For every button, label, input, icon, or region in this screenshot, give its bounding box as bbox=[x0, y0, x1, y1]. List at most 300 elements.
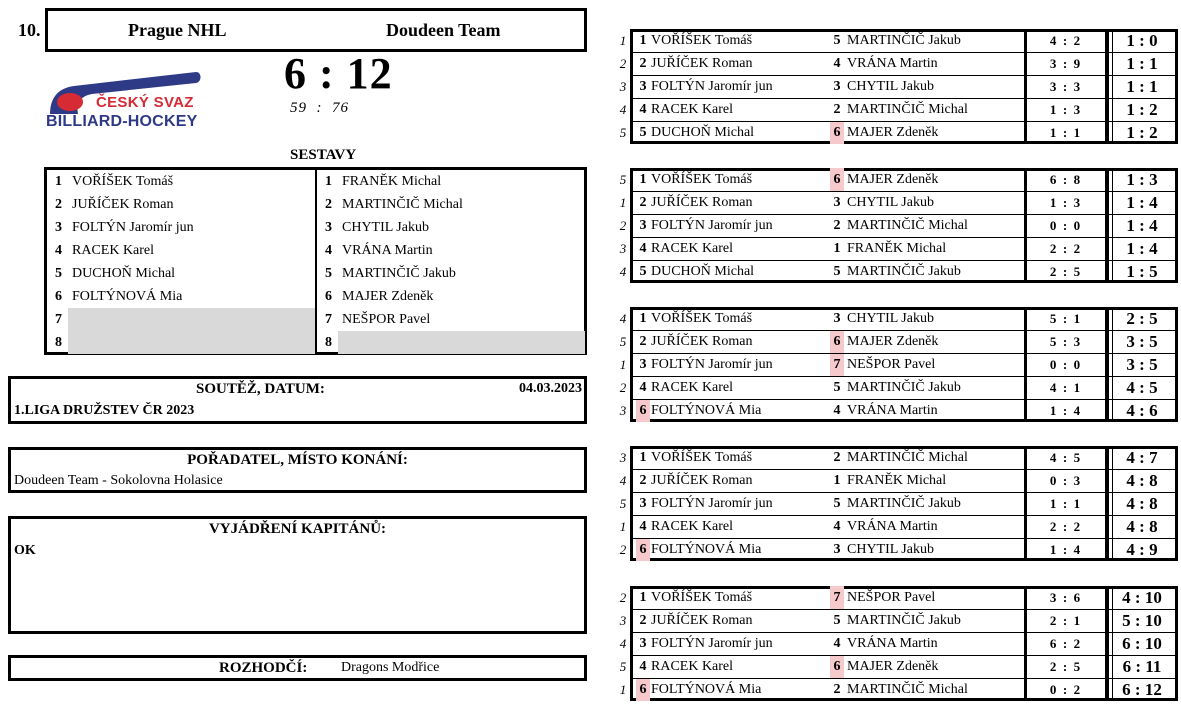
logo-line2: BILLIARD-HOCKEY bbox=[46, 113, 198, 130]
row-divider bbox=[1109, 376, 1175, 377]
competition-title: SOUTĚŽ, DATUM: bbox=[196, 381, 325, 397]
game-score: 3 : 6 bbox=[1049, 590, 1081, 605]
game-score: 3 : 3 bbox=[1049, 79, 1081, 94]
home-player-name: VOŘÍŠEK Tomáš bbox=[651, 311, 753, 326]
game-row bbox=[618, 29, 1178, 52]
cumulative-score: 6 : 11 bbox=[1122, 657, 1162, 676]
away-player-name: MARTINČIČ Michal bbox=[847, 102, 968, 117]
game-row bbox=[618, 515, 1178, 538]
home-player-number: 3 bbox=[639, 218, 647, 233]
player-number: 4 bbox=[55, 243, 62, 258]
game-row bbox=[618, 609, 1178, 632]
game-row bbox=[618, 446, 1178, 469]
row-divider bbox=[630, 492, 1109, 493]
lineup-table bbox=[44, 167, 587, 355]
cumulative-score: 4 : 6 bbox=[1126, 401, 1158, 420]
player-name: VRÁNA Martin bbox=[342, 243, 433, 258]
game-row bbox=[618, 632, 1178, 655]
shootout-order: 4 bbox=[619, 636, 627, 651]
game-row bbox=[618, 191, 1178, 214]
home-player-number: 3 bbox=[639, 496, 647, 511]
player-name: MAJER Zdeněk bbox=[342, 289, 434, 304]
home-player-number: 6 bbox=[636, 538, 650, 561]
away-player-name: CHYTIL Jakub bbox=[847, 195, 934, 210]
match-date: 04.03.2023 bbox=[519, 381, 582, 396]
cumulative-score: 4 : 10 bbox=[1122, 588, 1162, 607]
home-player-number: 4 bbox=[639, 380, 647, 395]
cumulative-score: 1 : 4 bbox=[1126, 216, 1158, 235]
player-name: VOŘÍŠEK Tomáš bbox=[72, 174, 174, 189]
cumulative-score: 4 : 8 bbox=[1126, 471, 1158, 490]
home-player-name: VOŘÍŠEK Tomáš bbox=[651, 33, 753, 48]
game-row bbox=[618, 399, 1178, 422]
away-player-number: 3 bbox=[833, 195, 841, 210]
cumulative-score: 1 : 5 bbox=[1126, 262, 1158, 281]
away-player-name: MAJER Zdeněk bbox=[847, 172, 939, 187]
cumulative-score: 3 : 5 bbox=[1126, 332, 1158, 351]
away-player-name: MARTINČIČ Jakub bbox=[847, 496, 961, 511]
cumulative-score: 4 : 8 bbox=[1126, 517, 1158, 536]
away-player-number: 2 bbox=[833, 218, 841, 233]
game-row bbox=[618, 330, 1178, 353]
home-player-number: 2 bbox=[639, 473, 647, 488]
game-row bbox=[618, 98, 1178, 121]
home-player-number: 6 bbox=[636, 399, 650, 422]
row-divider bbox=[630, 260, 1109, 261]
cumulative-score: 4 : 5 bbox=[1126, 378, 1158, 397]
player-number: 5 bbox=[55, 266, 62, 281]
home-player-number: 1 bbox=[639, 590, 647, 605]
shootout-order: 3 bbox=[619, 241, 627, 256]
logo-line1: ČESKÝ SVAZ bbox=[96, 94, 194, 111]
row-divider bbox=[1109, 214, 1175, 215]
referee-value: Dragons Modřice bbox=[341, 660, 440, 675]
row-divider bbox=[1109, 399, 1175, 400]
player-name: FRANĚK Michal bbox=[342, 174, 442, 189]
away-player-number: 2 bbox=[833, 450, 841, 465]
away-player-number: 4 bbox=[833, 56, 841, 71]
game-score: 1 : 4 bbox=[1049, 403, 1081, 418]
away-player-number: 4 bbox=[833, 519, 841, 534]
game-score: 3 : 9 bbox=[1049, 56, 1081, 71]
player-name: NEŠPOR Pavel bbox=[342, 312, 431, 327]
cumulative-score: 1 : 3 bbox=[1126, 170, 1158, 189]
game-row bbox=[618, 168, 1178, 191]
shootout-order: 1 bbox=[619, 357, 627, 372]
home-team-name: Prague NHL bbox=[128, 20, 227, 40]
away-lineup-row bbox=[317, 331, 585, 354]
game-block bbox=[618, 307, 1178, 422]
organizer-value: Doudeen Team - Sokolovna Holasice bbox=[14, 473, 223, 488]
row-divider bbox=[630, 353, 1109, 354]
game-score: 5 : 1 bbox=[1049, 311, 1081, 326]
home-player-number: 5 bbox=[639, 264, 647, 279]
home-player-name: RACEK Karel bbox=[651, 519, 734, 534]
away-player-number: 1 bbox=[833, 473, 841, 488]
home-player-name: RACEK Karel bbox=[651, 241, 734, 256]
home-lineup-row bbox=[47, 331, 315, 354]
row-divider bbox=[630, 609, 1109, 610]
game-score: 2 : 1 bbox=[1049, 613, 1081, 628]
shootout-order: 4 bbox=[619, 473, 627, 488]
cumulative-score: 3 : 5 bbox=[1126, 355, 1158, 374]
away-player-number: 3 bbox=[833, 542, 841, 557]
player-name: DUCHOŇ Michal bbox=[72, 266, 176, 281]
game-score: 6 : 2 bbox=[1049, 636, 1081, 651]
home-lineup-row bbox=[47, 170, 315, 193]
away-player-number: 5 bbox=[833, 264, 841, 279]
row-divider bbox=[1109, 609, 1175, 610]
row-divider bbox=[630, 515, 1109, 516]
game-score: 4 : 2 bbox=[1049, 33, 1081, 48]
game-block bbox=[618, 168, 1178, 283]
away-player-name: CHYTIL Jakub bbox=[847, 311, 934, 326]
home-player-name: JUŘÍČEK Roman bbox=[651, 56, 753, 71]
home-player-name: FOLTÝN Jaromír jun bbox=[651, 496, 773, 511]
player-number: 5 bbox=[325, 266, 332, 281]
row-divider bbox=[1109, 492, 1175, 493]
shootout-order: 5 bbox=[619, 496, 627, 511]
cumulative-score: 6 : 10 bbox=[1122, 634, 1162, 653]
home-player-number: 1 bbox=[639, 311, 647, 326]
match-header bbox=[45, 8, 587, 52]
home-player-number: 4 bbox=[639, 241, 647, 256]
player-number: 6 bbox=[55, 289, 62, 304]
cumulative-score: 4 : 8 bbox=[1126, 494, 1158, 513]
shootout-order: 2 bbox=[619, 590, 627, 605]
home-player-number: 3 bbox=[639, 636, 647, 651]
game-row bbox=[618, 678, 1178, 701]
home-player-number: 3 bbox=[639, 357, 647, 372]
home-player-number: 2 bbox=[639, 195, 647, 210]
shootout-order: 2 bbox=[619, 542, 627, 557]
shootout-order: 3 bbox=[619, 403, 627, 418]
empty-slot bbox=[68, 308, 315, 331]
shootout-order: 4 bbox=[619, 264, 627, 279]
shootout-order: 1 bbox=[619, 682, 627, 697]
row-divider bbox=[1109, 121, 1175, 122]
round-number: 10. bbox=[18, 20, 41, 40]
row-divider bbox=[630, 632, 1109, 633]
away-player-name: FRANĚK Michal bbox=[847, 241, 947, 256]
home-player-number: 1 bbox=[639, 172, 647, 187]
away-player-number: 5 bbox=[833, 380, 841, 395]
player-number: 7 bbox=[325, 312, 332, 327]
home-lineup bbox=[47, 170, 317, 352]
player-number: 2 bbox=[55, 197, 62, 212]
home-player-name: VOŘÍŠEK Tomáš bbox=[651, 590, 753, 605]
row-divider bbox=[630, 655, 1109, 656]
player-number: 1 bbox=[325, 174, 332, 189]
game-row bbox=[618, 492, 1178, 515]
away-player-name: VRÁNA Martin bbox=[847, 519, 938, 534]
empty-slot bbox=[68, 331, 315, 354]
away-player-number: 6 bbox=[830, 655, 844, 678]
home-player-number: 2 bbox=[639, 334, 647, 349]
shootout-order: 1 bbox=[619, 519, 627, 534]
home-player-name: FOLTÝNOVÁ Mia bbox=[651, 403, 762, 418]
row-divider bbox=[630, 75, 1109, 76]
row-divider bbox=[630, 538, 1109, 539]
shootout-order: 2 bbox=[619, 56, 627, 71]
row-divider bbox=[1109, 655, 1175, 656]
game-score: 0 : 3 bbox=[1049, 473, 1081, 488]
row-divider bbox=[630, 191, 1109, 192]
cumulative-score: 5 : 10 bbox=[1122, 611, 1162, 630]
game-row bbox=[618, 121, 1178, 144]
home-player-name: DUCHOŇ Michal bbox=[651, 264, 755, 279]
shootout-order: 3 bbox=[619, 613, 627, 628]
home-player-name: JUŘÍČEK Roman bbox=[651, 473, 753, 488]
home-player-number: 2 bbox=[639, 56, 647, 71]
shootout-order: 3 bbox=[619, 450, 627, 465]
organizer-title: POŘADATEL, MÍSTO KONÁNÍ: bbox=[187, 452, 408, 468]
home-player-number: 2 bbox=[639, 613, 647, 628]
away-lineup-row bbox=[317, 285, 585, 308]
away-player-number: 4 bbox=[833, 403, 841, 418]
row-divider bbox=[630, 52, 1109, 53]
home-player-number: 1 bbox=[639, 33, 647, 48]
home-lineup-row bbox=[47, 308, 315, 331]
home-lineup-row bbox=[47, 216, 315, 239]
cumulative-score: 1 : 1 bbox=[1126, 77, 1158, 96]
competition-section bbox=[8, 376, 587, 424]
away-player-name: MARTINČIČ Jakub bbox=[847, 264, 961, 279]
cumulative-score: 1 : 4 bbox=[1126, 193, 1158, 212]
home-player-name: FOLTÝN Jaromír jun bbox=[651, 218, 773, 233]
away-lineup-row bbox=[317, 239, 585, 262]
away-player-number: 7 bbox=[830, 353, 844, 376]
player-number: 6 bbox=[325, 289, 332, 304]
away-player-name: MAJER Zdeněk bbox=[847, 334, 939, 349]
away-team-name: Doudeen Team bbox=[386, 20, 501, 40]
game-score: 1 : 1 bbox=[1049, 125, 1081, 140]
away-lineup-row bbox=[317, 308, 585, 331]
row-divider bbox=[1109, 632, 1175, 633]
away-player-name: MARTINČIČ Jakub bbox=[847, 380, 961, 395]
game-score: 0 : 0 bbox=[1049, 357, 1081, 372]
row-divider bbox=[630, 330, 1109, 331]
home-player-number: 4 bbox=[639, 659, 647, 674]
game-row bbox=[618, 353, 1178, 376]
game-row bbox=[618, 307, 1178, 330]
row-divider bbox=[630, 469, 1109, 470]
game-row bbox=[618, 655, 1178, 678]
player-name: MARTINČIČ Michal bbox=[342, 197, 463, 212]
away-player-name: MARTINČIČ Jakub bbox=[847, 613, 961, 628]
lineup-title: SESTAVY bbox=[290, 147, 357, 163]
game-score: 4 : 5 bbox=[1049, 450, 1081, 465]
row-divider bbox=[630, 399, 1109, 400]
shootout-order: 4 bbox=[619, 311, 627, 326]
row-divider bbox=[630, 121, 1109, 122]
row-divider bbox=[630, 678, 1109, 679]
row-divider bbox=[1109, 353, 1175, 354]
cumulative-score: 2 : 5 bbox=[1126, 309, 1158, 328]
game-score: 0 : 2 bbox=[1049, 682, 1081, 697]
player-number: 4 bbox=[325, 243, 332, 258]
player-number: 3 bbox=[325, 220, 332, 235]
game-row bbox=[618, 52, 1178, 75]
game-score: 2 : 5 bbox=[1049, 264, 1081, 279]
home-player-name: RACEK Karel bbox=[651, 380, 734, 395]
captains-title: VYJÁDŘENÍ KAPITÁNŮ: bbox=[208, 521, 387, 537]
row-divider bbox=[630, 214, 1109, 215]
away-player-number: 6 bbox=[830, 121, 844, 144]
captains-section bbox=[8, 516, 587, 634]
row-divider bbox=[1109, 260, 1175, 261]
shootout-order: 5 bbox=[619, 125, 627, 140]
row-divider bbox=[1109, 191, 1175, 192]
away-player-name: FRANĚK Michal bbox=[847, 473, 947, 488]
away-player-name: VRÁNA Martin bbox=[847, 636, 938, 651]
away-player-number: 5 bbox=[833, 33, 841, 48]
home-player-number: 1 bbox=[639, 450, 647, 465]
away-player-number: 3 bbox=[833, 311, 841, 326]
association-logo bbox=[44, 68, 204, 134]
game-score: 5 : 3 bbox=[1049, 334, 1081, 349]
match-score: 6 : 12 bbox=[284, 49, 393, 98]
game-score: 1 : 1 bbox=[1049, 496, 1081, 511]
player-number: 8 bbox=[55, 335, 62, 350]
away-player-name: MAJER Zdeněk bbox=[847, 125, 939, 140]
game-block bbox=[618, 446, 1178, 561]
player-name: FOLTÝNOVÁ Mia bbox=[72, 289, 183, 304]
row-divider bbox=[1109, 237, 1175, 238]
away-player-number: 6 bbox=[830, 330, 844, 353]
home-player-name: VOŘÍŠEK Tomáš bbox=[651, 172, 753, 187]
away-lineup-row bbox=[317, 216, 585, 239]
game-score: 0 : 0 bbox=[1049, 218, 1081, 233]
shootout-order: 1 bbox=[619, 195, 627, 210]
cumulative-score: 1 : 1 bbox=[1126, 54, 1158, 73]
cumulative-score: 1 : 4 bbox=[1126, 239, 1158, 258]
shootout-order: 5 bbox=[619, 334, 627, 349]
goal-total: 59 : 76 bbox=[290, 100, 349, 116]
home-lineup-row bbox=[47, 285, 315, 308]
away-player-number: 5 bbox=[833, 496, 841, 511]
cumulative-score: 4 : 9 bbox=[1126, 540, 1158, 559]
player-name: JUŘÍČEK Roman bbox=[72, 197, 174, 212]
home-player-number: 4 bbox=[639, 102, 647, 117]
away-lineup-row bbox=[317, 170, 585, 193]
away-player-name: NEŠPOR Pavel bbox=[847, 590, 936, 605]
game-score: 2 : 2 bbox=[1049, 241, 1081, 256]
away-player-number: 1 bbox=[833, 241, 841, 256]
shootout-order: 1 bbox=[619, 33, 627, 48]
row-divider bbox=[1109, 52, 1175, 53]
game-block bbox=[618, 29, 1178, 144]
row-divider bbox=[1109, 98, 1175, 99]
home-player-number: 5 bbox=[639, 125, 647, 140]
referee-section bbox=[8, 655, 587, 681]
player-number: 1 bbox=[55, 174, 62, 189]
player-number: 7 bbox=[55, 312, 62, 327]
row-divider bbox=[1109, 678, 1175, 679]
away-player-number: 2 bbox=[833, 682, 841, 697]
home-lineup-row bbox=[47, 193, 315, 216]
game-row bbox=[618, 538, 1178, 561]
organizer-section bbox=[8, 447, 587, 493]
home-player-name: VOŘÍŠEK Tomáš bbox=[651, 450, 753, 465]
home-player-number: 3 bbox=[639, 79, 647, 94]
home-player-number: 4 bbox=[639, 519, 647, 534]
player-name: RACEK Karel bbox=[72, 243, 155, 258]
game-score: 1 : 3 bbox=[1049, 195, 1081, 210]
captains-value: OK bbox=[14, 543, 36, 558]
home-player-name: JUŘÍČEK Roman bbox=[651, 613, 753, 628]
home-player-name: FOLTÝN Jaromír jun bbox=[651, 636, 773, 651]
away-player-name: CHYTIL Jakub bbox=[847, 79, 934, 94]
game-score: 1 : 3 bbox=[1049, 102, 1081, 117]
home-lineup-row bbox=[47, 262, 315, 285]
away-player-number: 5 bbox=[833, 613, 841, 628]
shootout-order: 5 bbox=[619, 172, 627, 187]
home-player-name: FOLTÝN Jaromír jun bbox=[651, 79, 773, 94]
player-name: MARTINČIČ Jakub bbox=[342, 266, 456, 281]
home-player-name: RACEK Karel bbox=[651, 659, 734, 674]
home-player-name: FOLTÝNOVÁ Mia bbox=[651, 682, 762, 697]
away-player-name: MAJER Zdeněk bbox=[847, 659, 939, 674]
home-player-name: RACEK Karel bbox=[651, 102, 734, 117]
away-player-number: 6 bbox=[830, 168, 844, 191]
game-row bbox=[618, 586, 1178, 609]
game-score: 2 : 5 bbox=[1049, 659, 1081, 674]
row-divider bbox=[630, 98, 1109, 99]
cumulative-score: 6 : 12 bbox=[1122, 680, 1162, 699]
competition-name: 1.LIGA DRUŽSTEV ČR 2023 bbox=[14, 403, 195, 418]
away-player-name: MARTINČIČ Michal bbox=[847, 450, 968, 465]
row-divider bbox=[1109, 75, 1175, 76]
game-row bbox=[618, 260, 1178, 283]
away-player-name: MARTINČIČ Michal bbox=[847, 682, 968, 697]
game-row bbox=[618, 214, 1178, 237]
player-number: 8 bbox=[325, 335, 332, 350]
away-player-number: 7 bbox=[830, 586, 844, 609]
player-number: 3 bbox=[55, 220, 62, 235]
home-player-name: FOLTÝN Jaromír jun bbox=[651, 357, 773, 372]
home-lineup-row bbox=[47, 239, 315, 262]
game-row bbox=[618, 75, 1178, 98]
away-player-name: CHYTIL Jakub bbox=[847, 542, 934, 557]
away-player-name: MARTINČIČ Michal bbox=[847, 218, 968, 233]
empty-slot bbox=[338, 331, 585, 354]
home-player-number: 6 bbox=[636, 678, 650, 701]
row-divider bbox=[1109, 330, 1175, 331]
player-name: CHYTIL Jakub bbox=[342, 220, 429, 235]
cumulative-score: 4 : 7 bbox=[1126, 448, 1158, 467]
away-lineup-row bbox=[317, 193, 585, 216]
player-name: FOLTÝN Jaromír jun bbox=[72, 220, 194, 235]
home-player-name: JUŘÍČEK Roman bbox=[651, 195, 753, 210]
cumulative-score: 1 : 2 bbox=[1126, 100, 1158, 119]
shootout-order: 3 bbox=[619, 79, 627, 94]
shootout-order: 5 bbox=[619, 659, 627, 674]
away-player-number: 2 bbox=[833, 102, 841, 117]
cumulative-score: 1 : 0 bbox=[1126, 31, 1158, 50]
away-player-number: 3 bbox=[833, 79, 841, 94]
away-player-name: VRÁNA Martin bbox=[847, 56, 938, 71]
home-player-name: FOLTÝNOVÁ Mia bbox=[651, 542, 762, 557]
game-score: 4 : 1 bbox=[1049, 380, 1081, 395]
shootout-order: 2 bbox=[619, 380, 627, 395]
game-score: 1 : 4 bbox=[1049, 542, 1081, 557]
row-divider bbox=[1109, 469, 1175, 470]
game-row bbox=[618, 237, 1178, 260]
home-player-name: JUŘÍČEK Roman bbox=[651, 334, 753, 349]
away-player-name: NEŠPOR Pavel bbox=[847, 357, 936, 372]
game-score: 6 : 8 bbox=[1049, 172, 1081, 187]
